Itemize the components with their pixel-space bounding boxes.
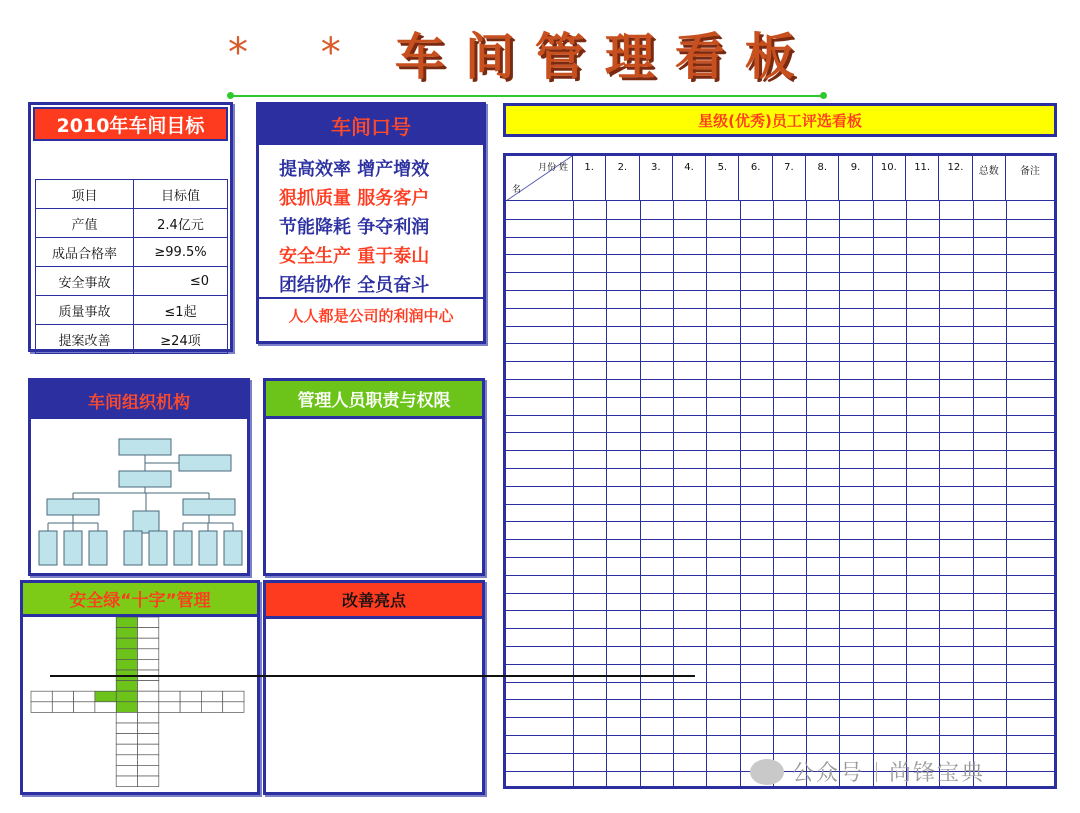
month-column-header: 4. — [673, 156, 706, 201]
corner-month-label: 月份 姓 — [538, 163, 568, 173]
safety-cross-panel — [20, 580, 260, 795]
cross-cell — [223, 702, 244, 713]
table-row — [36, 267, 228, 296]
cross-cell — [138, 734, 159, 745]
month-column-header: 8. — [806, 156, 839, 201]
cross-cell — [116, 628, 137, 639]
cross-cell — [74, 702, 95, 713]
goals-col-target: 目标值 — [134, 180, 228, 209]
grid-row-line — [506, 575, 1054, 576]
month-column-header: 12. — [939, 156, 972, 201]
cross-cell — [116, 776, 137, 787]
grid-row-line — [506, 397, 1054, 398]
grid-column-line — [773, 201, 774, 786]
cross-cell — [138, 649, 159, 660]
month-column-header: 10. — [873, 156, 906, 201]
grid-row-line — [506, 664, 1054, 665]
slogan-motto: 人人都是公司的利润中心 — [288, 307, 454, 325]
cross-cell — [138, 723, 159, 734]
cross-cell — [138, 638, 159, 649]
cross-cell — [138, 691, 159, 702]
grid-column-line — [839, 201, 840, 786]
slogan-divider — [259, 297, 483, 299]
org-box — [89, 531, 107, 565]
month-column-header: 总数 — [973, 156, 1006, 201]
cross-cell — [138, 712, 159, 723]
grid-row-line — [506, 468, 1054, 469]
grid-row-line — [506, 272, 1054, 273]
grid-row-line — [506, 753, 1054, 754]
cross-cell — [180, 702, 201, 713]
grid-column-line — [1006, 201, 1007, 786]
month-column-header: 9. — [839, 156, 872, 201]
org-box — [224, 531, 242, 565]
goals-col-item: 项目 — [36, 180, 134, 209]
cross-cell — [180, 691, 201, 702]
slogan-line: 团结协作 全员奋斗 — [279, 275, 430, 296]
cross-cell — [138, 681, 159, 692]
cross-cell — [74, 691, 95, 702]
cross-cell — [223, 691, 244, 702]
goals-header-row — [36, 180, 228, 209]
goal-value: ≥24项 — [134, 325, 228, 354]
grid-column-line — [640, 201, 641, 786]
month-column-header: 11. — [906, 156, 939, 201]
goal-item: 产值 — [36, 209, 134, 238]
cross-cell — [116, 617, 137, 628]
watermark — [750, 756, 985, 787]
cross-cell — [95, 691, 116, 702]
cross-cell — [31, 702, 52, 713]
grid-row-line — [506, 646, 1054, 647]
cross-cell — [116, 712, 137, 723]
cross-cell — [138, 765, 159, 776]
month-column-header: 备注 — [1019, 166, 1040, 177]
cross-cell — [116, 691, 137, 702]
grid-row-line — [506, 308, 1054, 309]
org-box — [133, 511, 159, 533]
cross-cell — [52, 691, 73, 702]
grid-column-line — [606, 201, 607, 786]
grid-column-line — [673, 201, 674, 786]
slogan-panel — [256, 102, 486, 344]
workshop-goals-panel — [28, 102, 233, 352]
cross-cell — [116, 681, 137, 692]
slogan-line: 提高效率 增产增效 — [279, 159, 430, 180]
cross-cell — [116, 765, 137, 776]
grid-row-line — [506, 379, 1054, 380]
org-box — [199, 531, 217, 565]
grid-column-line — [939, 201, 940, 786]
goal-value: 2.4亿元 — [134, 209, 228, 238]
cross-cell — [116, 744, 137, 755]
grid-row-line — [506, 450, 1054, 451]
grid-row-line — [506, 539, 1054, 540]
grid-column-line — [873, 201, 874, 786]
org-box — [124, 531, 142, 565]
cross-cell — [138, 628, 159, 639]
cross-cell — [52, 702, 73, 713]
grid-row-line — [506, 593, 1054, 594]
grid-column-line — [906, 201, 907, 786]
grid-row-line — [506, 717, 1054, 718]
grid-row-line — [506, 504, 1054, 505]
grid-row-line — [506, 682, 1054, 683]
month-column-header: 5. — [706, 156, 739, 201]
month-column-header: 7. — [773, 156, 806, 201]
cross-cell — [159, 702, 180, 713]
cross-cell — [138, 659, 159, 670]
goal-item: 提案改善 — [36, 325, 134, 354]
org-heading: 车间组织机构 — [31, 381, 247, 419]
title-stars: * * — [228, 30, 371, 76]
org-box — [174, 531, 192, 565]
slogan-heading: 车间口号 — [259, 105, 483, 145]
grid-row-line — [506, 432, 1054, 433]
grid-row-line — [506, 735, 1054, 736]
horizontal-rule — [50, 675, 695, 677]
grid-row-line — [506, 254, 1054, 255]
improve-heading: 改善亮点 — [266, 583, 482, 619]
cross-cell — [138, 617, 159, 628]
grid-row-line — [506, 343, 1054, 344]
corner-name-label: 名 — [512, 185, 522, 195]
org-chart-diagram — [31, 419, 247, 573]
goal-value: ≤1起 — [134, 296, 228, 325]
goals-table — [35, 179, 228, 354]
cross-cell — [138, 776, 159, 787]
slogan-line: 节能降耗 争夺利润 — [279, 217, 430, 238]
cross-cell — [116, 659, 137, 670]
title-text: 车间管理看板 — [394, 27, 815, 86]
org-box — [39, 531, 57, 565]
cross-cell — [201, 691, 222, 702]
title-underline — [230, 95, 824, 97]
star-board-heading: 星级(优秀)员工评选看板 — [503, 103, 1057, 137]
org-box — [119, 439, 171, 455]
cross-cell — [116, 649, 137, 660]
table-row — [36, 209, 228, 238]
org-box — [119, 471, 171, 487]
grid-row-line — [506, 557, 1054, 558]
grid-row-line — [506, 521, 1054, 522]
cross-cell — [116, 723, 137, 734]
cross-cell — [116, 734, 137, 745]
slogan-line: 安全生产 重于泰山 — [279, 246, 430, 267]
grid-row-line — [506, 699, 1054, 700]
watermark-separator — [876, 762, 877, 782]
corner-cell — [506, 156, 573, 201]
cross-cell — [159, 691, 180, 702]
goal-item: 成品合格率 — [36, 238, 134, 267]
table-row — [36, 296, 228, 325]
star-employee-grid — [503, 153, 1057, 789]
org-box — [149, 531, 167, 565]
watermark-name: 尚锋宝典 — [889, 761, 986, 786]
wechat-icon — [750, 759, 784, 785]
manager-duties-panel — [263, 378, 485, 576]
watermark-brand: 公众号 — [792, 761, 865, 786]
grid-column-line — [573, 201, 574, 786]
grid-row-line — [506, 237, 1054, 238]
goals-heading: 2010年车间目标 — [33, 107, 228, 141]
cross-cell — [95, 702, 116, 713]
grid-column-line — [740, 201, 741, 786]
table-row — [36, 238, 228, 267]
grid-row-line — [506, 415, 1054, 416]
goal-item: 安全事故 — [36, 267, 134, 296]
goal-value: ≥99.5% — [134, 238, 228, 267]
org-box — [183, 499, 235, 515]
cross-cell — [116, 702, 137, 713]
grid-column-line — [706, 201, 707, 786]
cross-cell — [138, 755, 159, 766]
grid-row-line — [506, 361, 1054, 362]
cross-cell — [138, 702, 159, 713]
month-column-header: 6. — [740, 156, 773, 201]
cross-cell — [116, 755, 137, 766]
org-structure-panel — [28, 378, 250, 576]
grid-row-line — [506, 219, 1054, 220]
safety-cross-grid — [23, 617, 257, 793]
month-column-header: 1. — [573, 156, 606, 201]
grid-row-line — [506, 290, 1054, 291]
grid-row-line — [506, 628, 1054, 629]
slogan-line: 狠抓质量 服务客户 — [279, 188, 430, 209]
cross-cell — [201, 702, 222, 713]
grid-column-line — [806, 201, 807, 786]
board-title — [228, 18, 908, 88]
grid-row-line — [506, 326, 1054, 327]
cross-cell — [138, 744, 159, 755]
cross-cell — [31, 691, 52, 702]
goal-item: 质量事故 — [36, 296, 134, 325]
org-box — [64, 531, 82, 565]
org-box — [179, 455, 231, 471]
improvement-panel — [263, 580, 485, 795]
grid-column-line — [973, 201, 974, 786]
managers-heading: 管理人员职责与权限 — [266, 381, 482, 419]
table-row — [36, 325, 228, 354]
grid-row-line — [506, 610, 1054, 611]
safety-heading: 安全绿“十字”管理 — [23, 583, 257, 617]
goal-value: ≤0 — [134, 267, 228, 296]
cross-cell — [116, 638, 137, 649]
grid-row-line — [506, 486, 1054, 487]
org-box — [47, 499, 99, 515]
star-grid-header — [506, 156, 1054, 201]
month-column-header: 3. — [640, 156, 673, 201]
month-column-header: 2. — [606, 156, 639, 201]
